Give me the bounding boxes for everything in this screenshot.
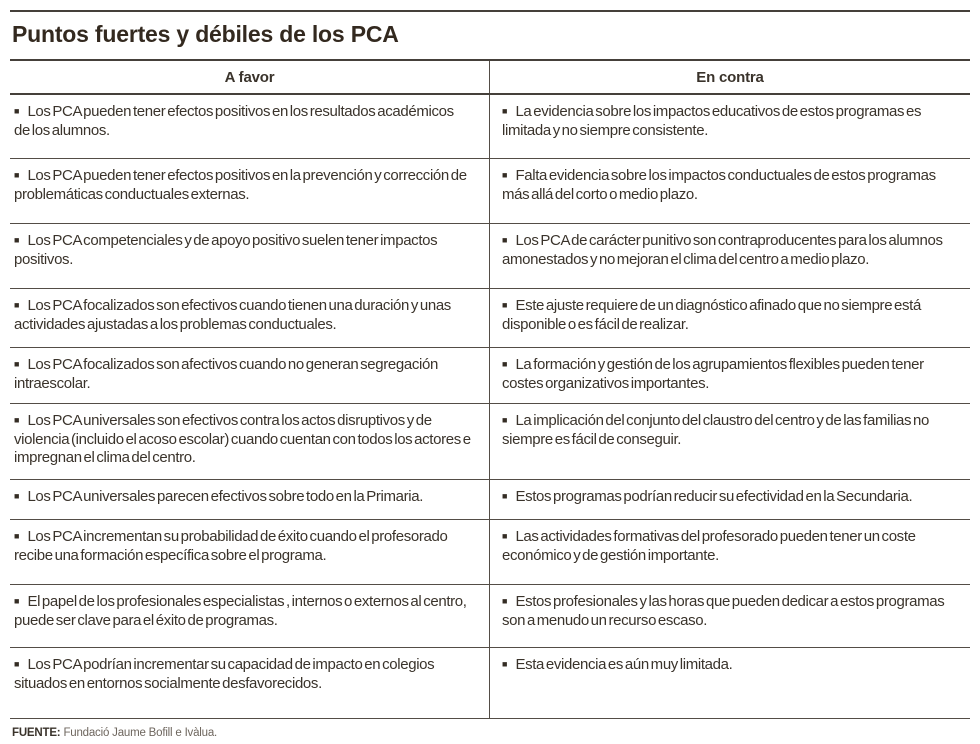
- table-row: [10, 404, 970, 480]
- contra-cell: [490, 224, 970, 288]
- contra-cell: [490, 520, 970, 584]
- favor-cell: [10, 95, 490, 158]
- bullet-square-icon: ■: [502, 415, 508, 425]
- table-row: [10, 95, 970, 159]
- contra-text: La formación y gestión de los agrupamientos flexibles pueden tener costes organizativos importantes.: [502, 356, 924, 392]
- source-text: Fundació Jaume Bofill e Ivàlua.: [63, 727, 218, 739]
- table-row: [10, 480, 970, 520]
- column-header-contra: En contra: [696, 69, 764, 86]
- contra-text: Estos profesionales y las horas que pueden dedicar a estos programas son a menudo un recurso escaso.: [502, 593, 945, 629]
- bullet-square-icon: ■: [502, 531, 508, 541]
- contra-cell: [490, 348, 970, 403]
- bullet-square-icon: ■: [14, 235, 20, 245]
- favor-cell: [10, 648, 490, 718]
- column-header-favor: A favor: [10, 61, 490, 93]
- contra-text: La implicación del conjunto del claustro del centro y de las familias no siempre es fácil de conseguir.: [502, 412, 929, 448]
- contra-text: Este ajuste requiere de un diagnóstico afinado que no siempre está disponible o es fácil de realizar.: [502, 297, 921, 333]
- page-title: Puntos fuertes y débiles de los PCA: [10, 12, 970, 61]
- contra-cell: [490, 404, 970, 479]
- table-row: [10, 348, 970, 404]
- contra-cell: [490, 480, 970, 519]
- favor-cell: [10, 520, 490, 584]
- contra-cell: [490, 289, 970, 347]
- favor-cell: [10, 159, 490, 223]
- bullet-square-icon: ■: [14, 531, 20, 541]
- bullet-square-icon: ■: [502, 106, 508, 116]
- bullet-square-icon: ■: [14, 106, 20, 116]
- bullet-square-icon: ■: [502, 300, 508, 310]
- bullet-square-icon: ■: [14, 596, 20, 606]
- contra-text: Los PCA de carácter punitivo son contraproducentes para los alumnos amonestados y no mejoran el clima del centro a medio plazo.: [502, 232, 943, 268]
- table-row: [10, 585, 970, 648]
- bullet-square-icon: ■: [14, 415, 20, 425]
- table-row: [10, 648, 970, 719]
- bullet-square-icon: ■: [502, 235, 508, 245]
- favor-cell: [10, 289, 490, 347]
- contra-cell: [490, 585, 970, 647]
- contra-text: Las actividades formativas del profesorado pueden tener un coste económico y de gestión importante.: [502, 528, 916, 564]
- favor-text: Los PCA focalizados son afectivos cuando no generan segregación intraescolar.: [14, 356, 439, 392]
- favor-cell: [10, 404, 490, 479]
- favor-text: Los PCA universales parecen efectivos sobre todo en la Primaria.: [27, 488, 424, 505]
- favor-cell: [10, 348, 490, 403]
- contra-cell: [490, 95, 970, 158]
- table-row: [10, 224, 970, 289]
- bullet-square-icon: ■: [14, 659, 20, 669]
- source-label: FUENTE:: [12, 727, 61, 739]
- favor-text: El papel de los profesionales especialistas , internos o externos al centro, puede ser clave para el éxito de programas.: [14, 593, 467, 629]
- bullet-square-icon: ■: [14, 170, 20, 180]
- table-row: [10, 520, 970, 585]
- bullet-square-icon: ■: [502, 491, 508, 501]
- bullet-square-icon: ■: [502, 596, 508, 606]
- contra-cell: [490, 648, 970, 718]
- favor-text: Los PCA focalizados son efectivos cuando tienen una duración y unas actividades ajustadas a los problemas conductuales.: [14, 297, 451, 333]
- contra-text: Esta evidencia es aún muy limitada.: [515, 656, 733, 673]
- table-row: [10, 159, 970, 224]
- favor-text: Los PCA incrementan su probabilidad de éxito cuando el profesorado recibe una formación específica sobre el programa.: [14, 528, 448, 564]
- favor-text: Los PCA universales son efectivos contra los actos disruptivos y de violencia (incluido el acoso escolar) cuando cuentan con todos los actores e impregnan el clima del centro.: [14, 412, 471, 467]
- table-row: [10, 289, 970, 348]
- column-header-row: [10, 61, 970, 95]
- contra-text: La evidencia sobre los impactos educativos de estos programas es limitada y no siempre consistente.: [502, 103, 922, 139]
- bullet-square-icon: ■: [502, 359, 508, 369]
- source-line: [10, 719, 970, 739]
- favor-text: Los PCA pueden tener efectos positivos en los resultados académicos de los alumnos.: [14, 103, 454, 139]
- contra-text: Falta evidencia sobre los impactos conductuales de estos programas más allá del corto o medio plazo.: [502, 167, 936, 203]
- favor-cell: [10, 224, 490, 288]
- bullet-square-icon: ■: [502, 659, 508, 669]
- bullet-square-icon: ■: [14, 300, 20, 310]
- favor-text: Los PCA competenciales y de apoyo positivo suelen tener impactos positivos.: [14, 232, 438, 268]
- bullet-square-icon: ■: [14, 491, 20, 501]
- bullet-square-icon: ■: [14, 359, 20, 369]
- favor-cell: [10, 585, 490, 647]
- favor-cell: [10, 480, 490, 519]
- bullet-square-icon: ■: [502, 170, 508, 180]
- contra-cell: [490, 159, 970, 223]
- favor-text: Los PCA pueden tener efectos positivos en la prevención y corrección de problemáticas conductuales externas.: [14, 167, 467, 203]
- contra-text: Estos programas podrían reducir su efectividad en la Secundaria.: [515, 488, 913, 505]
- favor-text: Los PCA podrían incrementar su capacidad de impacto en colegios situados en entornos socialmente desfavorecidos.: [14, 656, 435, 692]
